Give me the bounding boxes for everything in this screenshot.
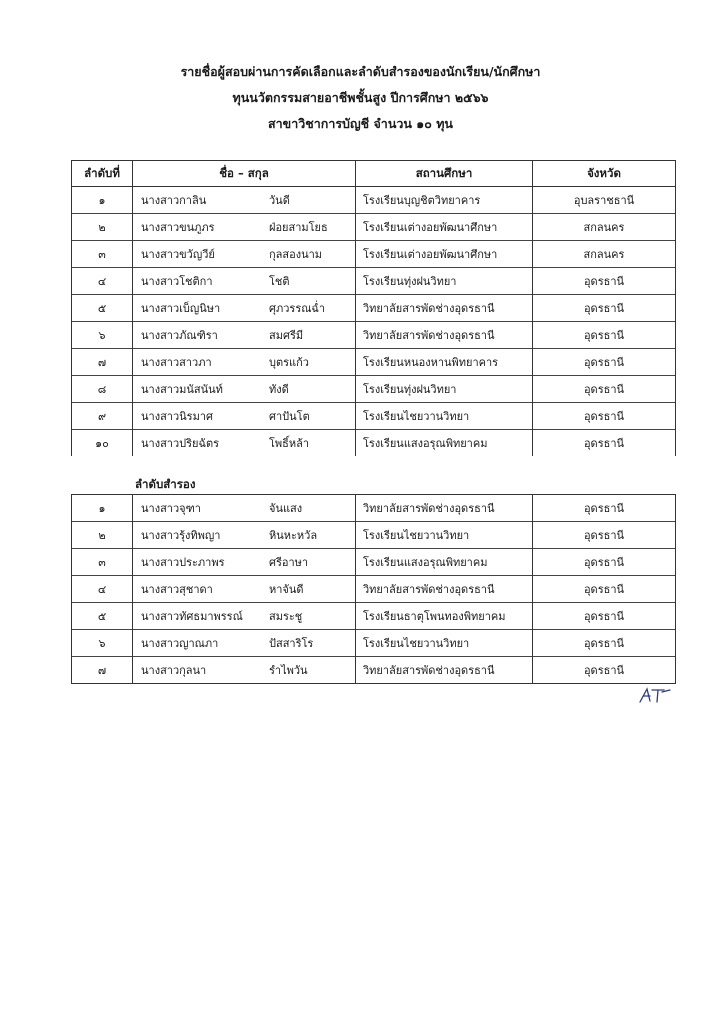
school-name: โรงเรียนแสงอรุณพิทยาคม [363,437,488,450]
student-name [133,241,356,268]
school-cell [356,522,533,549]
table-row [72,295,676,322]
school-name: วิทยาลัยสารพัดช่างอุดรธานี [363,302,495,315]
province: สกลนคร [533,241,676,268]
handwritten-initials-mark [638,686,672,704]
first-name: นางสาวเบ็ญนิษา [141,302,221,315]
header-name: ชื่อ – สกุล [133,161,356,187]
table-row [72,214,676,241]
order-number: ๒ [72,522,133,549]
school-cell [356,295,533,322]
order-number: ๔ [72,268,133,295]
first-name: นางสาวทัศธมาพรรณ์ [141,610,243,623]
order-number: ๑ [72,187,133,214]
school-name: โรงเรียนหนองหานพิทยาคาร [363,356,499,369]
student-name [133,603,356,630]
header-school: สถานศึกษา [356,161,533,187]
student-name [133,657,356,684]
order-number: ๓ [72,549,133,576]
province: สกลนคร [533,214,676,241]
last-name: จันแสง [269,502,303,515]
last-name: ศาปันโต [269,410,310,423]
order-number: ๔ [72,576,133,603]
school-name: โรงเรียนบุญชิตวิทยาคาร [363,194,481,207]
document-subtitle: ทุนนวัตกรรมสายอาชีพชั้นสูง ปีการศึกษา ๒๕๖๖ [232,90,489,105]
student-name [133,630,356,657]
table-row [72,349,676,376]
province: อุดรธานี [533,657,676,684]
last-name: สมระชู [269,610,303,623]
student-name [133,187,356,214]
order-number: ๙ [72,403,133,430]
reserve-students-body [72,495,676,684]
last-name: ทังดี [269,383,289,396]
first-name: นางสาวขนภูภร [141,221,215,234]
table-row [72,495,676,522]
order-number: ๘ [72,376,133,403]
school-cell [356,603,533,630]
school-cell [356,349,533,376]
order-number: ๕ [72,603,133,630]
table-row [72,241,676,268]
table-row [72,403,676,430]
school-cell [356,495,533,522]
first-name: นางสาวมนัสนันท์ [141,383,223,396]
province: อุดรธานี [533,349,676,376]
school-cell [356,322,533,349]
first-name: นางสาวประภาพร [141,556,225,569]
student-name [133,430,356,457]
school-cell [356,241,533,268]
first-name: นางสาวจุฑา [141,502,201,515]
order-number: ๑๐ [72,430,133,457]
province: อุดรธานี [533,322,676,349]
first-name: นางสาวญาณภา [141,637,219,650]
reserve-students-table [71,494,676,684]
school-cell [356,630,533,657]
document-title: รายชื่อผู้สอบผ่านการคัดเลือกและลำดับสำรองของนักเรียน/นักศึกษา [180,64,541,79]
last-name: สมศรีมี [269,329,304,342]
table-row [72,430,676,457]
first-name: นางสาวปริยฉัตร [141,437,220,450]
first-name: นางสาวกุลนา [141,664,207,677]
school-name: วิทยาลัยสารพัดช่างอุดรธานี [363,502,495,515]
school-cell [356,268,533,295]
table-row [72,549,676,576]
first-name: นางสาวรุ้งทิพญา [141,529,221,542]
order-number: ๖ [72,322,133,349]
province: อุบลราชธานี [533,187,676,214]
first-name: นางสาวโชติกา [141,275,213,288]
reserve-heading: ลำดับสำรอง [135,477,196,491]
order-number: ๑ [72,495,133,522]
order-number: ๗ [72,657,133,684]
table-row [72,187,676,214]
school-cell [356,187,533,214]
province: อุดรธานี [533,603,676,630]
student-name [133,214,356,241]
school-name: วิทยาลัยสารพัดช่างอุดรธานี [363,664,495,677]
province: อุดรธานี [533,268,676,295]
table-row [72,576,676,603]
school-cell [356,403,533,430]
document-subject-line: สาขาวิชาการบัญชี จำนวน ๑๐ ทุน [268,116,453,131]
first-name: นางสาวกาลิน [141,194,207,207]
province: อุดรธานี [533,376,676,403]
province: อุดรธานี [533,495,676,522]
header-order: ลำดับที่ [72,161,133,187]
table-row [72,657,676,684]
province: อุดรธานี [533,630,676,657]
last-name: ศุภวรรณฉ่ำ [269,302,326,315]
student-name [133,268,356,295]
order-number: ๕ [72,295,133,322]
last-name: หาจันดี [269,583,304,596]
first-name: นางสาวนิรมาศ [141,410,213,423]
school-name: โรงเรียนเต่างอยพัฒนาศึกษา [363,221,498,234]
student-name [133,376,356,403]
last-name: บุตรแก้ว [269,356,309,369]
order-number: ๖ [72,630,133,657]
first-name: นางสาวสุชาดา [141,583,213,596]
province: อุดรธานี [533,549,676,576]
school-cell [356,549,533,576]
province: อุดรธานี [533,522,676,549]
school-name: โรงเรียนทุ่งฝนวิทยา [363,383,457,396]
last-name: โพธิ์หล้า [269,437,310,450]
first-name: นางสาวภัณฑิรา [141,329,218,342]
student-name [133,576,356,603]
last-name: ปัสสาริโร [269,637,314,650]
school-name: โรงเรียนเต่างอยพัฒนาศึกษา [363,248,498,261]
selected-students-body [72,187,676,457]
school-name: วิทยาลัยสารพัดช่างอุดรธานี [363,329,495,342]
school-name: โรงเรียนไชยวานวิทยา [363,410,470,423]
table-row [72,376,676,403]
student-name [133,349,356,376]
province: อุดรธานี [533,403,676,430]
school-cell [356,657,533,684]
order-number: ๒ [72,214,133,241]
school-cell [356,214,533,241]
school-cell [356,376,533,403]
order-number: ๓ [72,241,133,268]
first-name: นางสาวขวัญวีย์ [141,248,215,261]
school-cell [356,430,533,457]
table-row [72,522,676,549]
student-name [133,522,356,549]
last-name: กุลสองนาม [269,248,323,261]
last-name: โชติ [269,275,290,288]
last-name: หินหะหวัล [269,529,318,542]
province: อุดรธานี [533,295,676,322]
student-name [133,403,356,430]
table-header-row [72,161,676,187]
school-name: โรงเรียนแสงอรุณพิทยาคม [363,556,488,569]
order-number: ๗ [72,349,133,376]
last-name: ศรีอาษา [269,556,309,569]
school-name: วิทยาลัยสารพัดช่างอุดรธานี [363,583,495,596]
school-name: โรงเรียนไชยวานวิทยา [363,637,470,650]
table-row [72,630,676,657]
last-name: ฝ่อยสามโยธ [269,221,328,234]
student-name [133,322,356,349]
student-name [133,495,356,522]
selected-students-table [71,160,676,456]
last-name: วันดี [269,194,290,207]
student-name [133,295,356,322]
school-name: โรงเรียนทุ่งฝนวิทยา [363,275,457,288]
first-name: นางสาวสาวภา [141,356,212,369]
table-row [72,603,676,630]
table-row [72,268,676,295]
province: อุดรธานี [533,430,676,457]
school-name: โรงเรียนไชยวานวิทยา [363,529,470,542]
last-name: รำไพวัน [269,664,308,677]
header-province: จังหวัด [533,161,676,187]
table-row [72,322,676,349]
school-name: โรงเรียนธาตุโพนทองพิทยาคม [363,610,506,623]
school-cell [356,576,533,603]
province: อุดรธานี [533,576,676,603]
student-name [133,549,356,576]
